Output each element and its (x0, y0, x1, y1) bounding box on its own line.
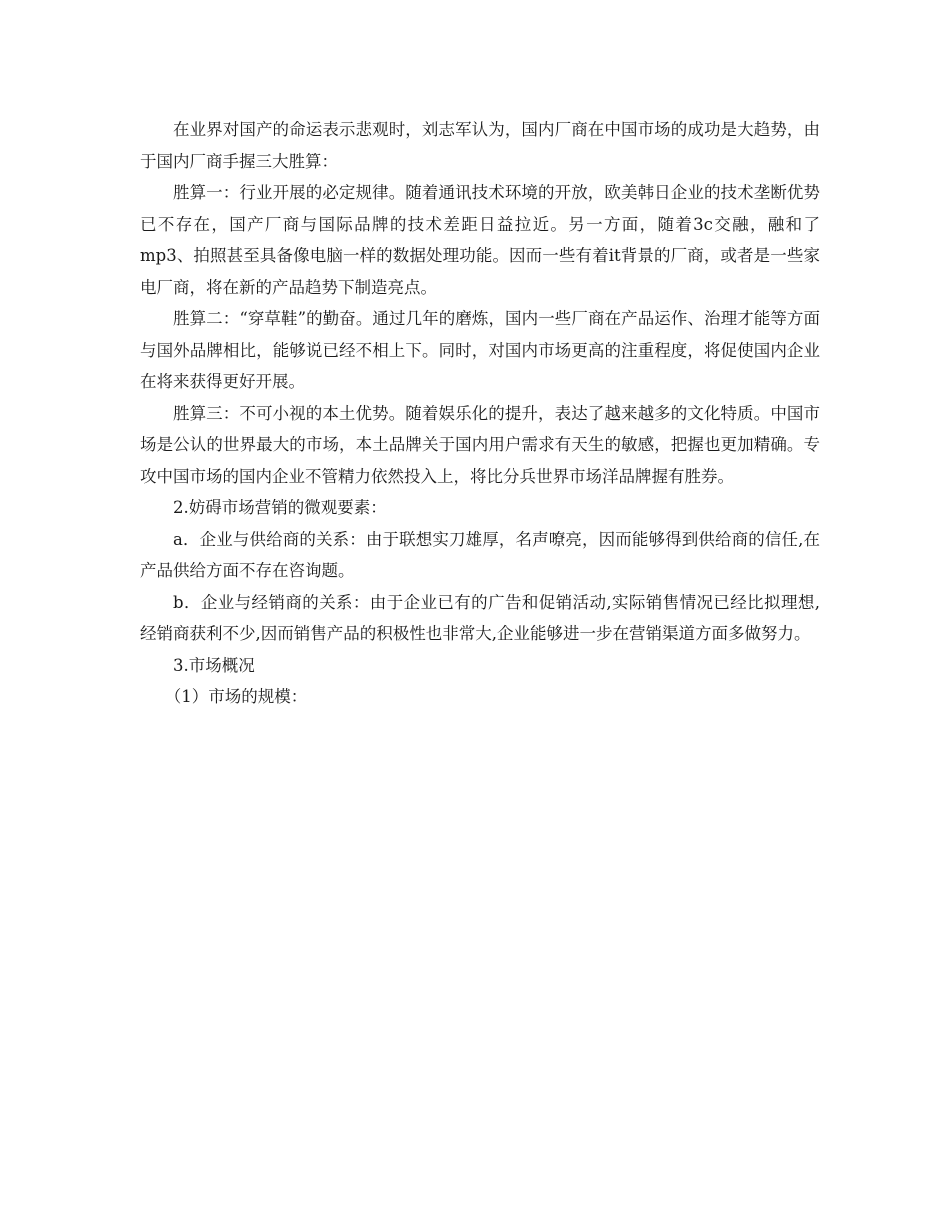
subheading-market-size: （1）市场的规模： (164, 687, 308, 706)
section-heading-micro-factors: 2.妨碍市场营销的微观要素： (173, 498, 387, 517)
document-body (140, 114, 820, 713)
paragraph-intro: 在业界对国产的命运表示悲观时，刘志军认为，国内厂商在中国市场的成功是大趋势，由于国内厂商手握三大胜算： (140, 120, 820, 171)
paragraph-dealer-relation: b．企业与经销商的关系：由于企业已有的广告和促销活动,实际销售情况已经比拟理想,经销商获利不少,因而销售产品的积极性也非常大,企业能够进一步在营销渠道方面多做努力。 (140, 592, 820, 643)
paragraph-advantage-one: 胜算一：行业开展的必定规律。随着通讯技术环境的开放，欧美韩日企业的技术垄断优势已不存在，国产厂商与国际品牌的技术差距日益拉近。另一方面，随着3c交融，融和了mp3、拍照甚至具备像电脑一样的数据处理功能。因而一些有着it背景的厂商，或者是一些家电厂商，将在新的产品趋势下制造亮点。 (140, 183, 820, 297)
paragraph-supplier-relation: a．企业与供给商的关系：由于联想实刀雄厚，名声嘹亮，因而能够得到供给商的信任,在产品供给方面不存在咨询题。 (140, 529, 820, 580)
paragraph-advantage-three: 胜算三：不可小视的本土优势。随着娱乐化的提升，表达了越来越多的文化特质。中国市场是公认的世界最大的市场，本土品牌关于国内用户需求有天生的敏感，把握也更加精确。专攻中国市场的国内企业不管精力依然投入上，将比分兵世界市场洋品牌握有胜券。 (140, 403, 820, 486)
section-heading-market-overview: 3.市场概况 (173, 655, 255, 675)
paragraph-advantage-two: 胜算二：“穿草鞋”的勤奋。通过几年的磨炼，国内一些厂商在产品运作、治理才能等方面与国外品牌相比，能够说已经不相上下。同时，对国内市场更高的注重程度，将促使国内企业在将来获得更好开展。 (140, 309, 820, 391)
